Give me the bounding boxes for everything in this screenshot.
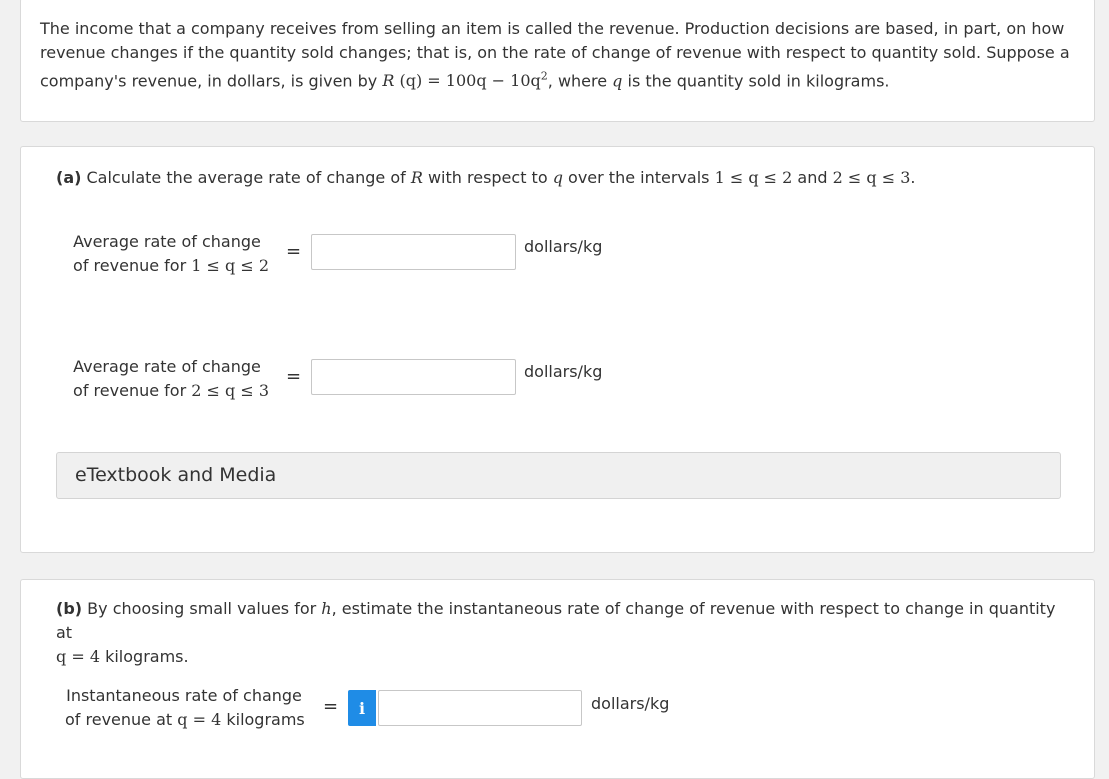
avg-rate-label-1: Average rate of change of revenue for 1 ≤ q ≤ 2 [73, 232, 269, 275]
avg-rate-answer-2[interactable] [311, 359, 516, 395]
problem-intro-card [20, 0, 1095, 122]
equals-sign: = [323, 696, 339, 717]
intro-line-1: The income that a company receives from selling an item is called the revenue. Production decisions are based, in part, on how [40, 19, 1065, 38]
etextbook-media-button[interactable] [56, 452, 1061, 499]
intro-line-2: revenue changes if the quantity sold changes; that is, on the rate of change of revenue with respect to quantity sold. Suppose a [40, 43, 1070, 62]
part-a-question: (a) Calculate the average rate of change of R with respect to q over the intervals 1 ≤ q ≤ 2 and 2 ≤ q ≤ 3. [56, 168, 916, 187]
equals-sign: = [286, 366, 302, 387]
part-a-card [20, 146, 1095, 553]
revenue-formula: R $(q) = 100q - 10q^2$ [382, 70, 548, 91]
instant-rate-answer[interactable] [378, 690, 582, 726]
avg-rate-answer-1[interactable] [311, 234, 516, 270]
part-b-card [20, 579, 1095, 779]
problem-statement [40, 17, 1080, 93]
unit-label: dollars/kg [591, 694, 670, 713]
interval-2: 2 ≤ q ≤ 3 [832, 168, 911, 187]
unit-label: dollars/kg [524, 237, 603, 256]
unit-label: dollars/kg [524, 362, 603, 381]
avg-rate-label-2: Average rate of change of revenue for 2 ≤ q ≤ 3 [73, 357, 269, 400]
etextbook-media-label: eTextbook and Media [75, 464, 277, 486]
intro-line-3: company's revenue, in dollars, is given by R $(q) = 100q - 10q^2$, where q is the quantity sold in kilograms. [40, 70, 890, 91]
part-b-question: (b) By choosing small values for h, estimate the instantaneous rate of change of revenue with respect to change in quantity at q = 4 kilograms. [56, 599, 1056, 666]
equals-sign: = [286, 241, 302, 262]
interval-1: 1 ≤ q ≤ 2 [714, 168, 793, 187]
instant-rate-label: Instantaneous rate of change of revenue at q = 4 kilograms [65, 686, 305, 729]
info-icon[interactable]: i [348, 690, 376, 726]
